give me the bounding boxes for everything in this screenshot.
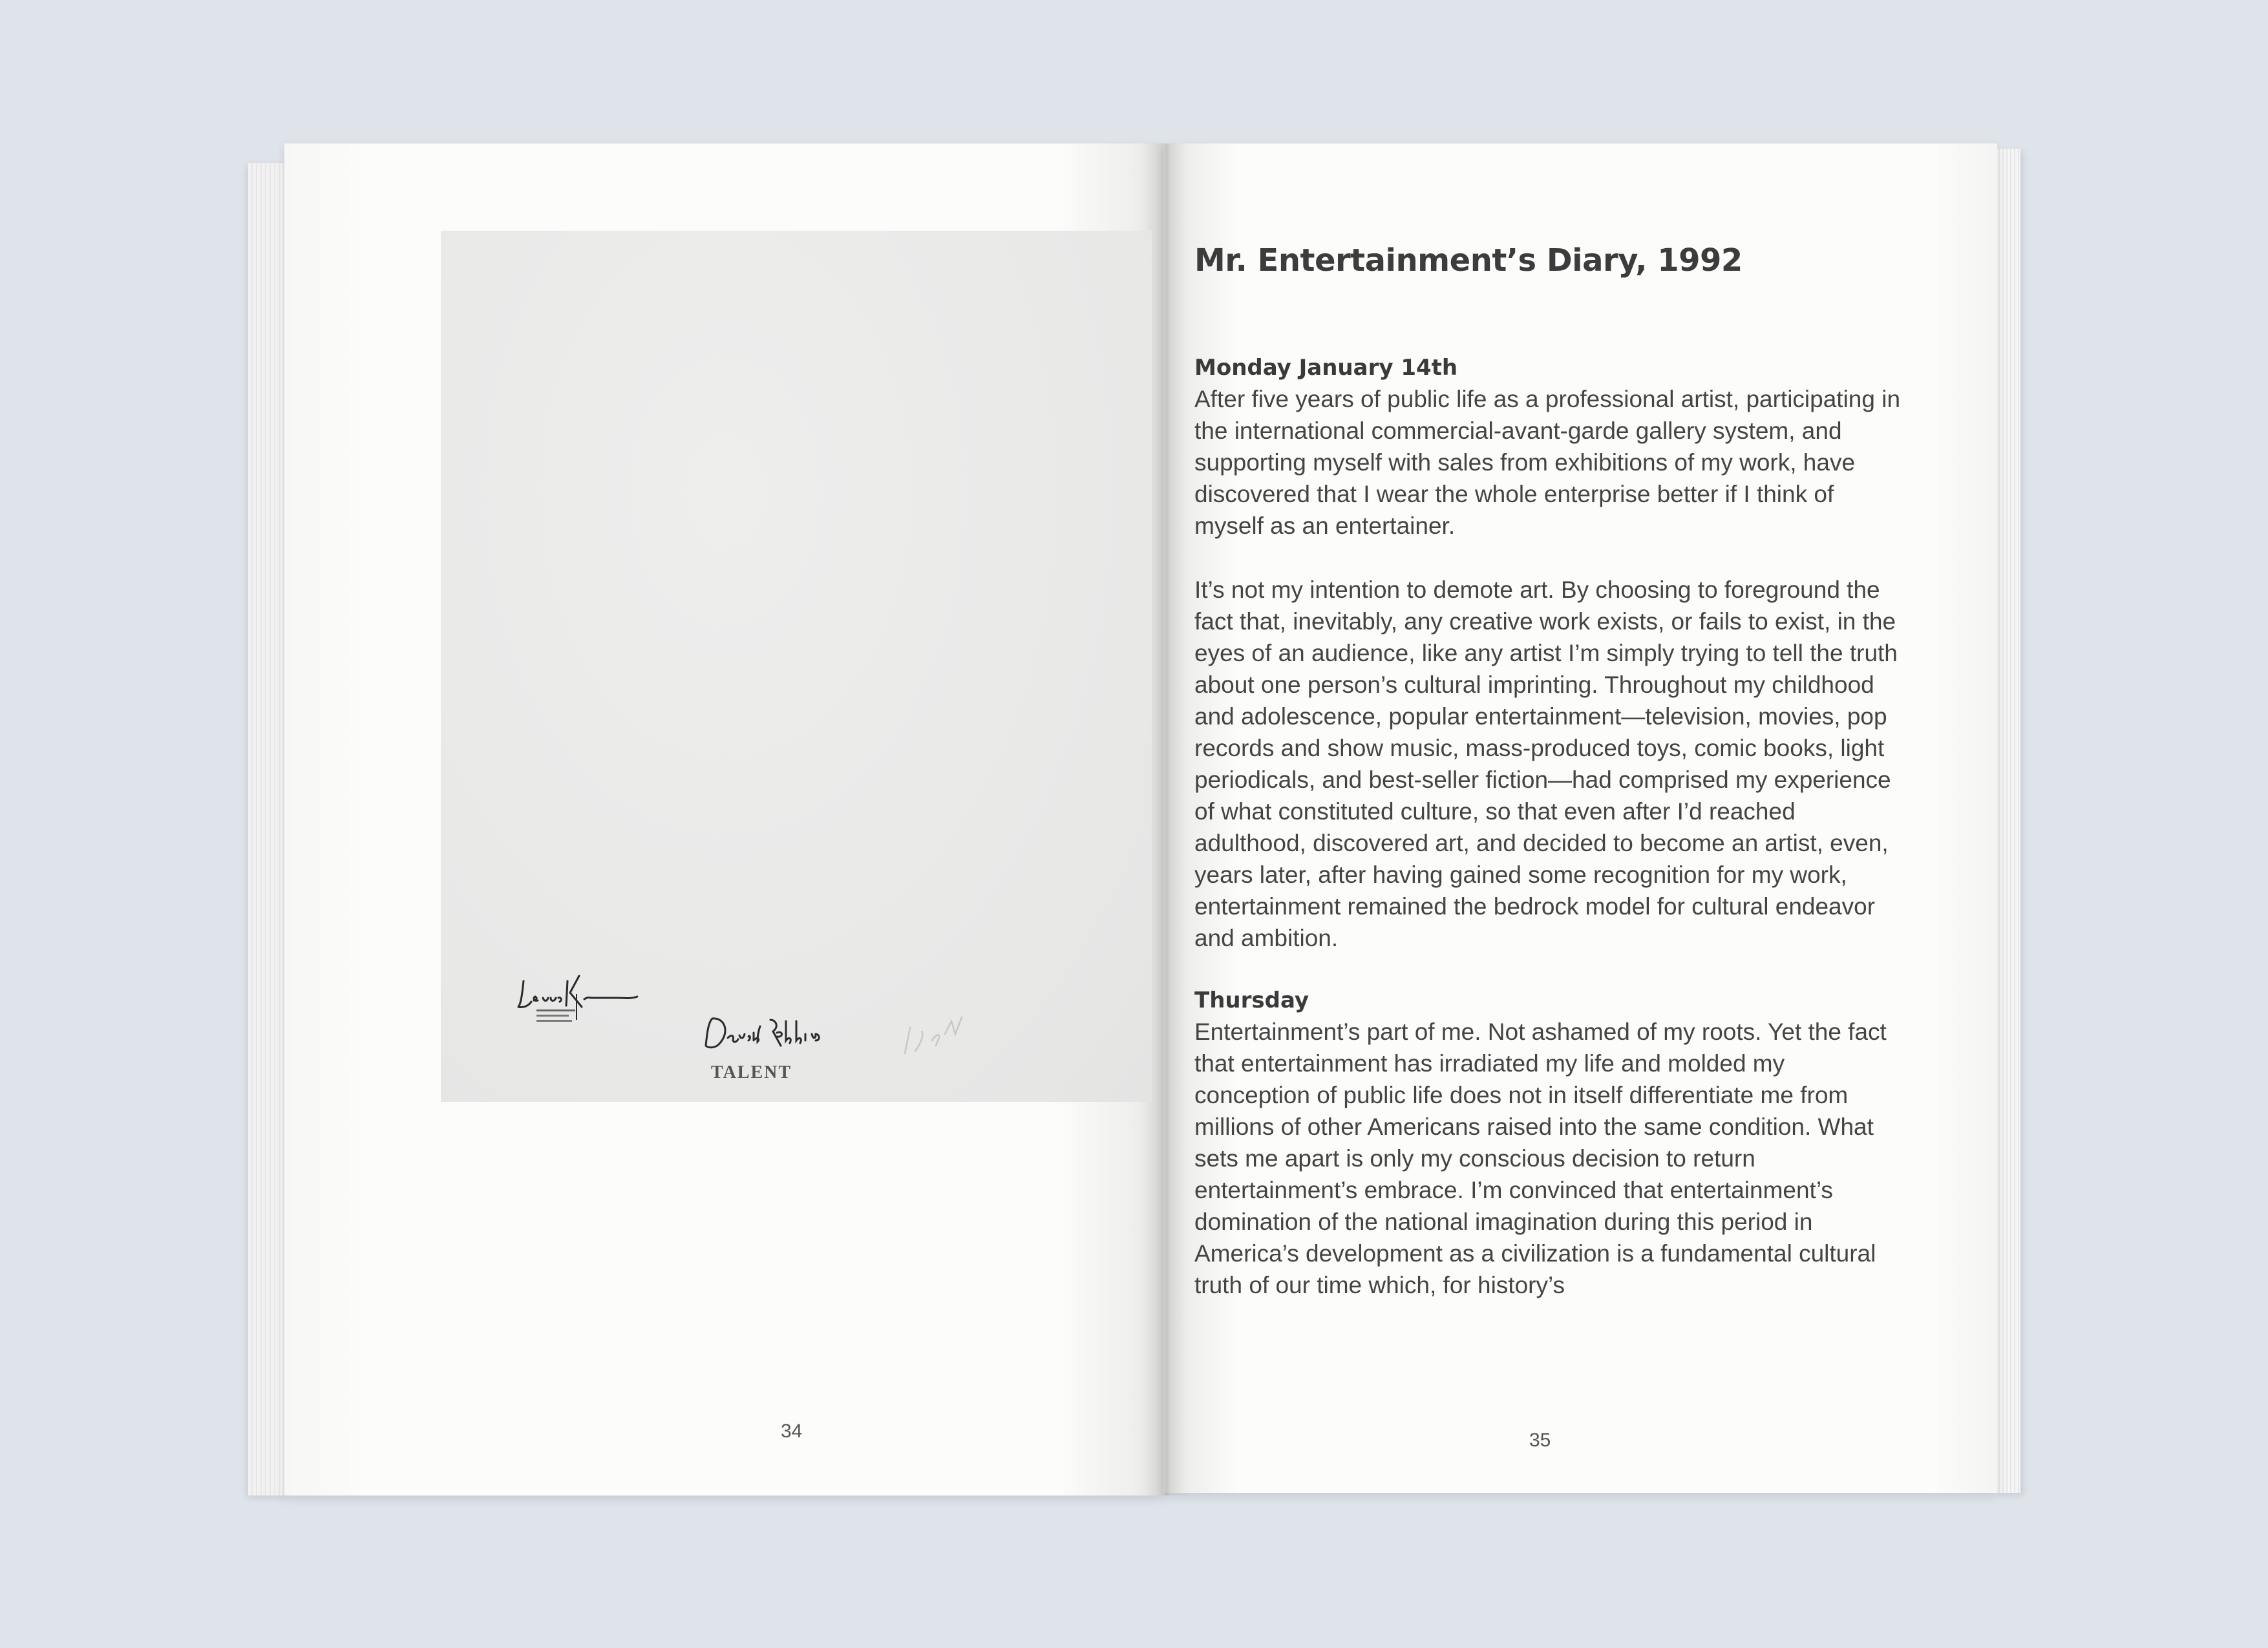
- initials-mark: [900, 1008, 977, 1060]
- photographer-signature: [517, 968, 659, 1026]
- david-robbins-signature: [699, 1013, 854, 1059]
- page-edges-left: [248, 163, 287, 1495]
- paragraph: After five years of public life as a professional artist, participating in the international commercial-avant-garde gallery system, and supporting myself with sales from exhibitions of my work, have discovered that I wear the whole enterprise better if I think of myself as an entertainer.: [1194, 386, 1901, 539]
- section-heading: Monday January 14th: [1194, 355, 1458, 381]
- page-edges-right: [1996, 149, 2020, 1493]
- paragraph: Entertainment’s part of me. Not ashamed of my roots. Yet the fact that entertainment has irradiated my life and molded my conception of public life does not in itself differentiate me from millions of other Americans raised into the same condition. What sets me apart is only my conscious decision to return entertainment’s embrace. I’m convinced that entertainment’s domination of the national imagination during this period in America’s development as a civilization is a fundamental cultural truth of our time which, for history’s: [1194, 1019, 1887, 1298]
- page-number-left: 34: [781, 1421, 803, 1442]
- diary-text: [1194, 242, 1905, 1301]
- section-heading: Thursday: [1194, 988, 1309, 1013]
- page-number-right: 35: [1529, 1430, 1551, 1451]
- page-title: Mr. Entertainment’s Diary, 1992: [1194, 242, 1743, 279]
- paragraph: It’s not my intention to demote art. By choosing to foreground the fact that, inevitably, any creative work exists, or fails to exist, in the eyes of an audience, like any artist I’m simply trying to tell the truth about one person’s cultural imprinting. Throughout my childhood and adolescence, popular entertainment—television, movies, pop records and show music, mass-produced toys, comic books, light periodicals, and best-seller fiction—had comprised my experience of what constituted culture, so that even after I’d reached adulthood, discovered art, and decided to become an artist, even, years later, after having gained some recognition for my work, entertainment remained the bedrock model for cultural endeavor and ambition.: [1194, 576, 1898, 951]
- talent-label: TALENT: [711, 1062, 792, 1083]
